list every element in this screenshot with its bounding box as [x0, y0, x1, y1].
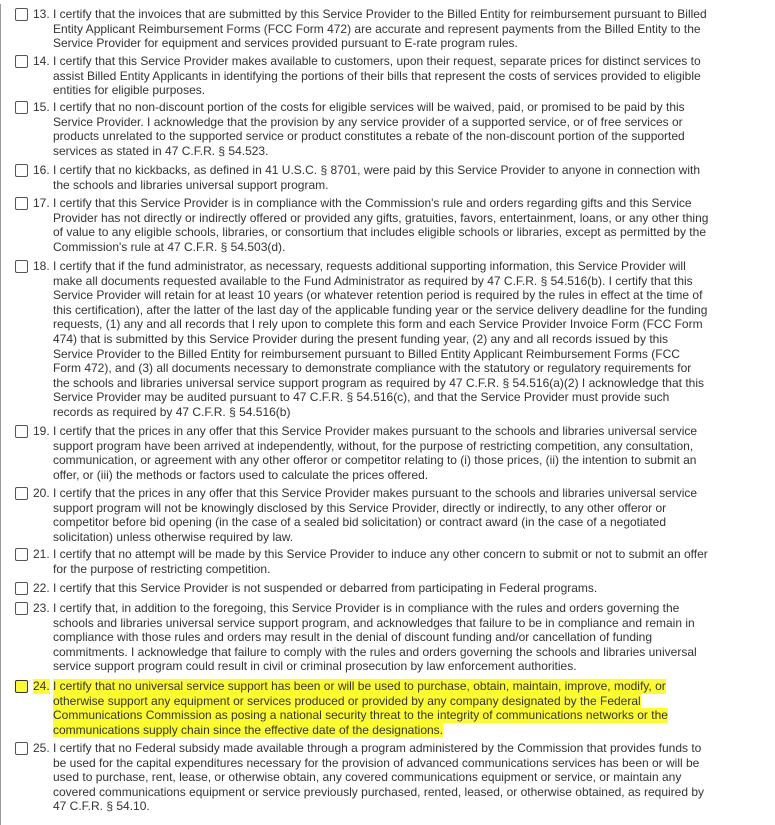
certification-number: 19. — [33, 424, 50, 438]
certification-text: I certify that no Federal subsidy made available through a program administered by the Commission that provides funds to be used for the capital expenditures necessary for the provision of advanced communications services has been or will be used to purchase, rent, lease, or otherwise obtain, any covered communications equipment or service, or maintain any covered communications equipment or service previously purchased, rented, leased, or otherwise obtained, as required by 47 C.F.R. § 54.10. — [53, 741, 705, 814]
certification-number: 18. — [33, 259, 50, 273]
certification-text: I certify that this Service Provider is in compliance with the Commission's rule and orders regarding gifts and this Service Provider has not directly or indirectly offered or provided any gifts, gratuities, favors, entertainment, loans, or any other thing of value to any eligible schools, libraries, or consortium that includes eligible schools or libraries, except as permitted by the Commission's rule at 47 C.F.R. § 54.503(d). — [53, 196, 709, 254]
checkbox-15[interactable] — [15, 101, 28, 114]
certification-text: I certify that the invoices that are submitted by this Service Provider to the Billed Entity for reimbursement pursuant to Billed Entity Applicant Reimbursement Forms (FCC Form 472) are accurate and represent payments from the Billed Entity to the Service Provider for equipment and services provided pursuant to E-rate program rules. — [53, 7, 707, 51]
certification-number: 17. — [33, 196, 50, 210]
checkbox-25[interactable] — [15, 742, 28, 755]
checkbox-14[interactable] — [15, 55, 28, 68]
certification-text: I certify that, in addition to the foregoing, this Service Provider is in compliance with the rules and orders governing the schools and libraries universal service support program, and acknowledges that failure to be in compliance and remain in compliance with those rules and orders may result in the denial of discount funding and/or cancellation of funding commitments. I acknowledge that failure to comply with the rules and orders governing the schools and libraries universal service support program could result in civil or criminal prosecution by law enforcement authorities. — [53, 601, 697, 674]
certification-text: I certify that if the fund administrator, as necessary, requests additional supporting information, this Service Provider will make all documents requested available to the Fund Administrator as required by 47 C.F.R. § 54.516(b). I certify that this Service Provider will retain for at least 10 years (or whatever retention period is required by the rules in effect at the time of this certification), after the latter of the last day of the applicable funding year or the service delivery deadline for the funding requests, (1) any and all records that I rely upon to complete this form and each Service Provider Invoice Form (FCC Form 474) that is submitted by this Service Provider during the present funding year, (2) any and all records issued by this Service Provider to the Billed Entity for reimbursement pursuant to Billed Entity Applicant Reimbursement Forms (FCC Form 472), and (3) all documents necessary to demonstrate compliance with the statutory or regulatory requirements for the schools and libraries universal service support program as required by 47 C.F.R. § 54.516(a)(2) I acknowledge that this Service Provider may be audited pursuant to 47 C.F.R. § 54.516(c), and that the Service Provider must provide such records as required by 47 C.F.R. § 54.516(b) — [53, 259, 708, 419]
certification-text: I certify that this Service Provider makes available to customers, upon their request, separate prices for distinct services to assist Billed Entity Applicants in identifying the portions of their bills that represent the costs of services provided to eligible entities for eligible purposes. — [53, 54, 701, 98]
checkbox-20[interactable] — [15, 487, 28, 500]
certification-number: 16. — [33, 163, 50, 177]
certification-number: 22. — [33, 581, 50, 595]
checkbox-23[interactable] — [15, 602, 28, 615]
checkbox-21[interactable] — [15, 548, 28, 561]
certifications-panel — [0, 4, 775, 825]
checkbox-22[interactable] — [15, 582, 28, 595]
checkbox-13[interactable] — [15, 8, 28, 21]
certification-number: 23. — [33, 601, 50, 615]
certification-text: I certify that no attempt will be made by this Service Provider to induce any other concern to submit or not to submit an offer for the purpose of restricting competition. — [53, 547, 708, 576]
checkbox-17[interactable] — [15, 197, 28, 210]
certification-number: 24. — [33, 679, 50, 693]
certification-number: 15. — [33, 100, 50, 114]
certification-text: I certify that this Service Provider is not suspended or debarred from participating in Federal programs. — [53, 581, 598, 595]
certification-text: I certify that the prices in any offer that this Service Provider makes pursuant to the schools and libraries universal service support program will not be knowingly disclosed by this Service Provider, directly or indirectly, to any other offeror or competitor before bid opening (in the case of a sealed bid solicitation) or contract award (in the case of a negotiated solicitation) unless otherwise required by law. — [53, 486, 698, 544]
checkbox-16[interactable] — [15, 164, 28, 177]
checkbox-19[interactable] — [15, 425, 28, 438]
certification-text: I certify that no non-discount portion of the costs for eligible services will be waived, paid, or promised to be paid by this Service Provider. I acknowledge that the provision by any service provider of a supported service, or of free services or products unrelated to the supported service or product constitutes a rebate of the non-discount portion of the supported services as stated in 47 C.F.R. § 54.523. — [53, 100, 685, 158]
checkbox-18[interactable] — [15, 260, 28, 273]
certification-text: I certify that the prices in any offer that this Service Provider makes pursuant to the schools and libraries universal service support program have been arrived at independently, without, for the purpose of restricting competition, any consultation, communication, or agreement with any other offeror or competitor relating to (i) those prices, (ii) the intention to submit an offer, or (iii) the methods or factors used to calculate the prices offered. — [53, 424, 698, 482]
certification-number: 14. — [33, 54, 50, 68]
certification-number: 21. — [33, 547, 50, 561]
certification-number: 25. — [33, 741, 50, 755]
certification-number: 20. — [33, 486, 50, 500]
certification-text: I certify that no kickbacks, as defined in 41 U.S.C. § 8701, were paid by this Service Provider to anyone in connection with the schools and libraries universal support program. — [53, 163, 701, 192]
certification-text-highlighted: I certify that no universal service support has been or will be used to purchase, obtain, maintain, improve, modify, or otherwise support any equipment or services produced or provided by any company designated by the Federal Communications Commission as posing a national security threat to the integrity of communications networks or the communications supply chain since the effective date of the designations. — [53, 679, 668, 737]
certification-number: 13. — [33, 7, 50, 21]
checkbox-24[interactable] — [15, 680, 28, 693]
